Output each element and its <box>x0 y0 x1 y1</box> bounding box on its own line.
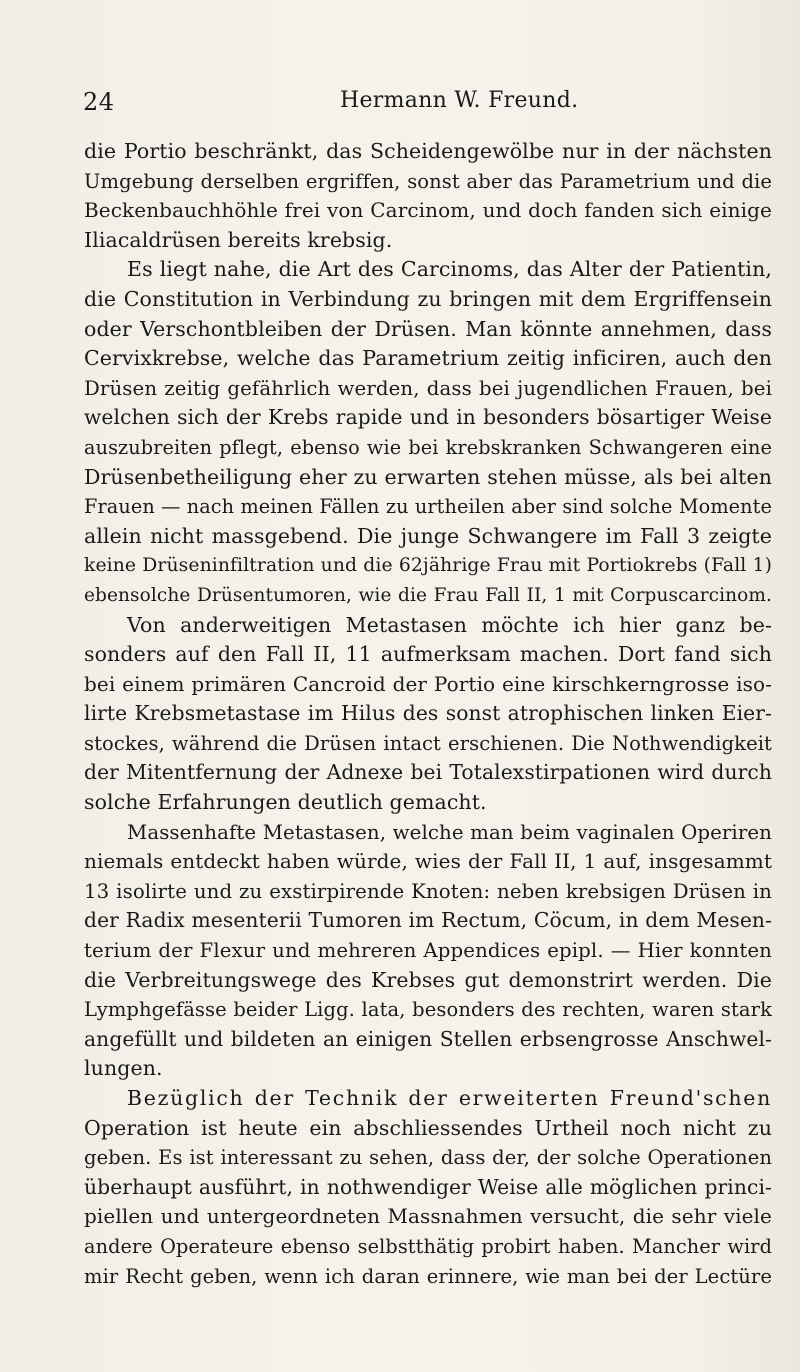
text-line: terium der Flexur und mehreren Appendices epipl. — Hier konnten <box>84 939 772 963</box>
text-line: die Portio beschränkt, das Scheidengewölbe nur in der nächsten <box>84 139 772 163</box>
body-text <box>84 137 772 1291</box>
text-line: Von anderweitigen Metastasen möchte ich hier ganz be- <box>127 612 772 637</box>
text-line: solche Erfahrungen deutlich gemacht. <box>84 790 487 815</box>
text-line: der Mitentfernung der Adnexe bei Totalexstirpationen wird durch <box>84 760 772 785</box>
text-line: Umgebung derselben ergriffen, sonst aber das Parametrium und die <box>84 169 772 193</box>
page-number: 24 <box>83 88 115 116</box>
text-line: niemals entdeckt haben würde, wies der Fall II, 1 auf, insgesammt <box>84 849 772 874</box>
text-line: Operation ist heute ein abschliessendes Urtheil noch nicht zu <box>84 1115 772 1140</box>
text-line: Drüsen zeitig gefährlich werden, dass bei jugendlichen Frauen, bei <box>84 376 772 400</box>
text-line: Beckenbauchhöhle frei von Carcinom, und doch fanden sich einige <box>84 198 772 223</box>
text-line: Lymphgefässe beider Ligg. lata, besonders des rechten, waren stark <box>84 998 772 1022</box>
text-line: lirte Krebsmetastase im Hilus des sonst atrophischen linken Eier- <box>84 701 772 726</box>
text-line: piellen und untergeordneten Massnahmen versucht, die sehr viele <box>84 1204 772 1229</box>
text-line: bei einem primären Cancroid der Portio eine kirschkerngrosse iso- <box>84 671 772 696</box>
text-line: mir Recht geben, wenn ich daran erinnere, wie man bei der Lectüre <box>84 1264 772 1288</box>
text-line: 13 isolirte und zu exstirpirende Knoten: neben krebsigen Drüsen in <box>84 879 772 903</box>
text-line: die Constitution in Verbindung zu bringen mit dem Ergriffensein <box>84 286 772 311</box>
text-line: stockes, während die Drüsen intact erschienen. Die Nothwendigkeit <box>84 731 772 755</box>
running-head: Hermann W. Freund. <box>340 88 579 113</box>
text-line: allein nicht massgebend. Die junge Schwangere im Fall 3 zeigte <box>84 523 772 548</box>
text-line: lungen. <box>84 1056 163 1081</box>
text-line: oder Verschontbleiben der Drüsen. Man könnte annehmen, dass <box>84 316 772 341</box>
text-line: Iliacaldrüsen bereits krebsig. <box>84 227 393 252</box>
text-line: keine Drüseninfiltration und die 62jährige Frau mit Portiokrebs (Fall 1) <box>84 555 772 577</box>
text-line: Es liegt nahe, die Art des Carcinoms, das Alter der Patientin, <box>127 257 772 282</box>
text-line: welchen sich der Krebs rapide und in besonders bösartiger Weise <box>84 405 772 430</box>
text-line: andere Operateure ebenso selbstthätig probirt haben. Mancher wird <box>84 1234 772 1258</box>
text-line: der Radix mesenterii Tumoren im Rectum, Cöcum, in dem Mesen- <box>84 908 772 933</box>
text-line: Massenhafte Metastasen, welche man beim vaginalen Operiren <box>127 820 772 844</box>
page-header <box>83 88 773 128</box>
text-line: sonders auf den Fall II, 11 aufmerksam machen. Dort fand sich <box>84 642 772 667</box>
text-line: Bezüglich der Technik der erweiterten Freund'schen <box>127 1086 772 1110</box>
text-line: geben. Es ist interessant zu sehen, dass der, der solche Operationen <box>84 1146 772 1170</box>
text-line: angefüllt und bildeten an einigen Stellen erbsengrosse Anschwel- <box>84 1026 772 1051</box>
text-line: Drüsenbetheiligung eher zu erwarten stehen müsse, als bei alten <box>84 464 772 489</box>
text-line: ebensolche Drüsentumoren, wie die Frau Fall II, 1 mit Corpuscarcinom. <box>84 584 772 606</box>
text-line: Frauen — nach meinen Fällen zu urtheilen aber sind solche Momente <box>84 495 772 519</box>
text-line: die Verbreitungswege des Krebses gut demonstrirt werden. Die <box>84 967 772 992</box>
text-line: Cervixkrebse, welche das Parametrium zeitig inficiren, auch den <box>84 346 772 371</box>
text-line: auszubreiten pflegt, ebenso wie bei krebskranken Schwangeren eine <box>84 435 772 459</box>
text-line: überhaupt ausführt, in nothwendiger Weise alle möglichen princi- <box>84 1174 772 1199</box>
